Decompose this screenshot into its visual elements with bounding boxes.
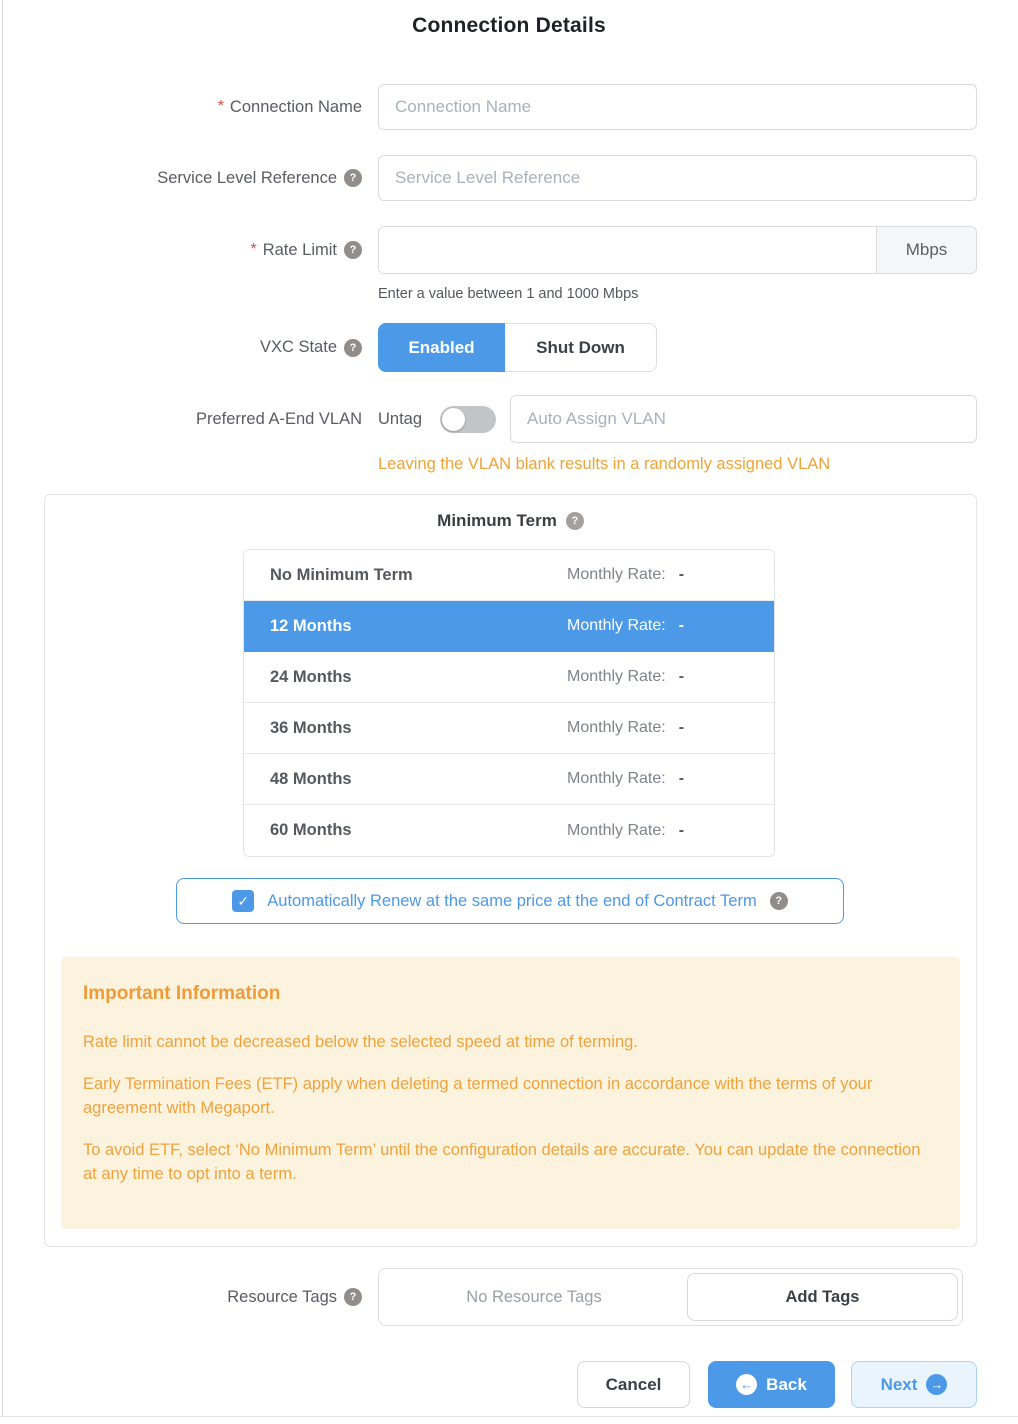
minimum-term-list: [243, 549, 775, 857]
minimum-term-section: [44, 494, 977, 1247]
add-tags-button[interactable]: Add Tags: [687, 1273, 958, 1321]
vxc-state-label: VXC State ?: [260, 323, 362, 372]
untag-toggle[interactable]: [440, 406, 496, 433]
back-button[interactable]: ← Back: [708, 1361, 835, 1408]
panel-left-border: [2, 0, 3, 1416]
service-level-reference-label: Service Level Reference ?: [157, 155, 362, 201]
toggle-knob-icon: [442, 408, 465, 431]
help-icon[interactable]: [344, 339, 362, 357]
important-information-paragraph: To avoid ETF, select ‘No Minimum Term’ until the configuration details are accurate. You can update the connection at any time to opt into a term.: [83, 1140, 921, 1183]
arrow-left-circle-icon: [736, 1374, 757, 1395]
rate-limit-field: [378, 226, 977, 274]
vxc-state-enabled-button[interactable]: Enabled: [378, 323, 505, 372]
vlan-note: Leaving the VLAN blank results in a randomly assigned VLAN: [378, 455, 831, 473]
rate-limit-label: * Rate Limit ?: [250, 226, 362, 274]
help-icon[interactable]: [344, 169, 362, 187]
term-option-48-months[interactable]: 48 Months Monthly Rate: -: [244, 754, 774, 805]
vxc-state-toggle-group: [378, 323, 657, 372]
term-option-60-months[interactable]: 60 Months Monthly Rate: -: [244, 805, 774, 856]
panel-bottom-border: [0, 1416, 1018, 1417]
help-icon[interactable]: [344, 1288, 362, 1306]
rate-limit-input[interactable]: [379, 227, 876, 273]
important-information-title: Important Information: [83, 983, 281, 1004]
vxc-state-shutdown-button[interactable]: Shut Down: [505, 323, 657, 372]
checkbox-checked-icon[interactable]: [232, 890, 254, 912]
auto-renew-checkbox-row[interactable]: [176, 878, 844, 924]
help-icon[interactable]: [566, 512, 584, 530]
important-information-paragraph: Early Termination Fees (ETF) apply when deleting a termed connection in accordance with the terms of your agreement with Megaport.: [83, 1074, 873, 1117]
vlan-input[interactable]: [510, 395, 977, 443]
rate-limit-unit: Mbps: [876, 227, 976, 273]
arrow-right-circle-icon: [926, 1374, 947, 1395]
resource-tags-empty-text: No Resource Tags: [466, 1287, 602, 1306]
preferred-a-end-vlan-label: Preferred A-End VLAN: [196, 409, 362, 428]
term-option-12-months[interactable]: 12 Months Monthly Rate: -: [244, 601, 774, 652]
auto-renew-label: Automatically Renew at the same price at the end of Contract Term: [267, 891, 757, 910]
term-option-36-months[interactable]: 36 Months Monthly Rate: -: [244, 703, 774, 754]
term-option-no-minimum[interactable]: No Minimum Term Monthly Rate: -: [244, 550, 774, 601]
resource-tags-container: [378, 1268, 963, 1326]
cancel-button[interactable]: Cancel: [577, 1361, 690, 1408]
connection-name-input[interactable]: [378, 84, 977, 130]
term-option-24-months[interactable]: 24 Months Monthly Rate: -: [244, 652, 774, 703]
help-icon[interactable]: [344, 241, 362, 259]
next-button[interactable]: Next →: [851, 1361, 977, 1408]
required-asterisk: *: [217, 98, 224, 115]
help-icon[interactable]: [770, 892, 788, 910]
important-information-paragraph: Rate limit cannot be decreased below the selected speed at time of terming.: [83, 1033, 638, 1051]
rate-limit-hint: Enter a value between 1 and 1000 Mbps: [378, 286, 639, 302]
untag-label: Untag: [378, 410, 423, 428]
minimum-term-heading: Minimum Term ?: [45, 511, 976, 531]
important-information-box: [61, 957, 960, 1229]
connection-name-label: * Connection Name: [217, 97, 362, 116]
required-asterisk: *: [250, 241, 257, 258]
service-level-reference-input[interactable]: [378, 155, 977, 201]
page-title: Connection Details: [412, 14, 606, 37]
resource-tags-label: Resource Tags ?: [227, 1268, 362, 1326]
